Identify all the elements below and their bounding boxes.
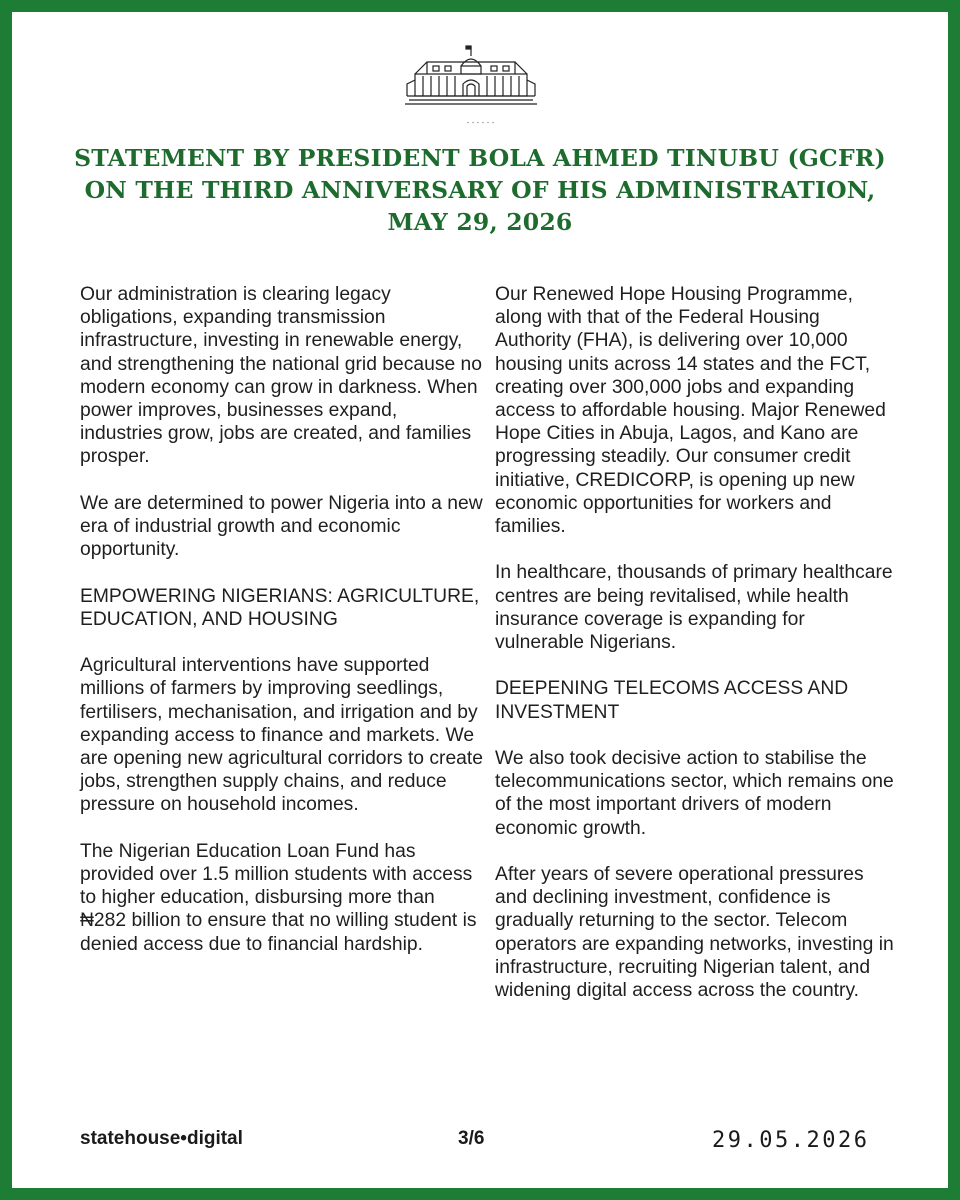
footer-brand: statehouse•digital bbox=[80, 1128, 243, 1149]
paragraph-housing: Our Renewed Hope Housing Programme, along with that of the Federal Housing Authority (FHA), is delivering over 10,000 housing units across 14 states and the FCT, creating over 300,000 jobs and expanding access to affordable housing. Major Renewed Hope Cities in Abuja, Lagos, and Kano are progressing steadily. Our consumer credit initiative, CREDICORP, is opening up new economic opportunities for workers and families. bbox=[495, 284, 886, 538]
title-line: STATEMENT BY PRESIDENT BOLA AHMED TINUBU (GCFR) bbox=[74, 144, 886, 172]
state-house-building-icon bbox=[405, 44, 537, 106]
page-number: 3/6 bbox=[458, 1128, 485, 1149]
footer-date: 29.05.2026 bbox=[712, 1128, 870, 1153]
right-column bbox=[495, 283, 895, 1025]
title-line: ON THE THIRD ANNIVERSARY OF HIS ADMINISTRATION, bbox=[84, 176, 876, 204]
paragraph-agriculture: Agricultural interventions have supported millions of farmers by improving seedlings, fertilisers, mechanisation, and irrigation and by expanding access to finance and markets. We are opening new agricultural corridors to create jobs, strengthen supply chains, and reduce pressure on household incomes. bbox=[80, 655, 483, 816]
left-column bbox=[80, 283, 484, 979]
section-heading-telecoms: DEEPENING TELECOMS ACCESS AND INVESTMENT bbox=[495, 678, 849, 723]
statement-title bbox=[60, 142, 900, 238]
section-heading-empowering: EMPOWERING NIGERIANS: AGRICULTURE, EDUCATION, AND HOUSING bbox=[80, 585, 480, 630]
title-line: MAY 29, 2026 bbox=[387, 208, 573, 236]
logo-dots-decoration bbox=[465, 121, 495, 124]
paragraph-power: Our administration is clearing legacy obligations, expanding transmission infrastructure, investing in renewable energy, and strengthening the national grid because no modern economy can grow in darkness. When power improves, businesses expand, industries grow, jobs are created, and families prosper. bbox=[80, 284, 482, 468]
paragraph-telecom-confidence: After years of severe operational pressures and declining investment, confidence is gradually returning to the sector. Telecom operators are expanding networks, investing in infrastructure, recruiting Nigerian talent, and widening digital access across the country. bbox=[495, 864, 894, 1002]
paragraph-telecom-action: We also took decisive action to stabilise the telecommunications sector, which remains one of the most important drivers of modern economic growth. bbox=[495, 748, 894, 839]
paragraph-education-loan: The Nigerian Education Loan Fund has provided over 1.5 million students with access to higher education, disbursing more than ₦282 billion to ensure that no willing student is denied access due to financial hardship. bbox=[80, 840, 477, 955]
paragraph-industrial-growth: We are determined to power Nigeria into a new era of industrial growth and economic opportunity. bbox=[80, 492, 483, 561]
paragraph-healthcare: In healthcare, thousands of primary healthcare centres are being revitalised, while health insurance coverage is expanding for vulnerable Nigerians. bbox=[495, 562, 893, 654]
